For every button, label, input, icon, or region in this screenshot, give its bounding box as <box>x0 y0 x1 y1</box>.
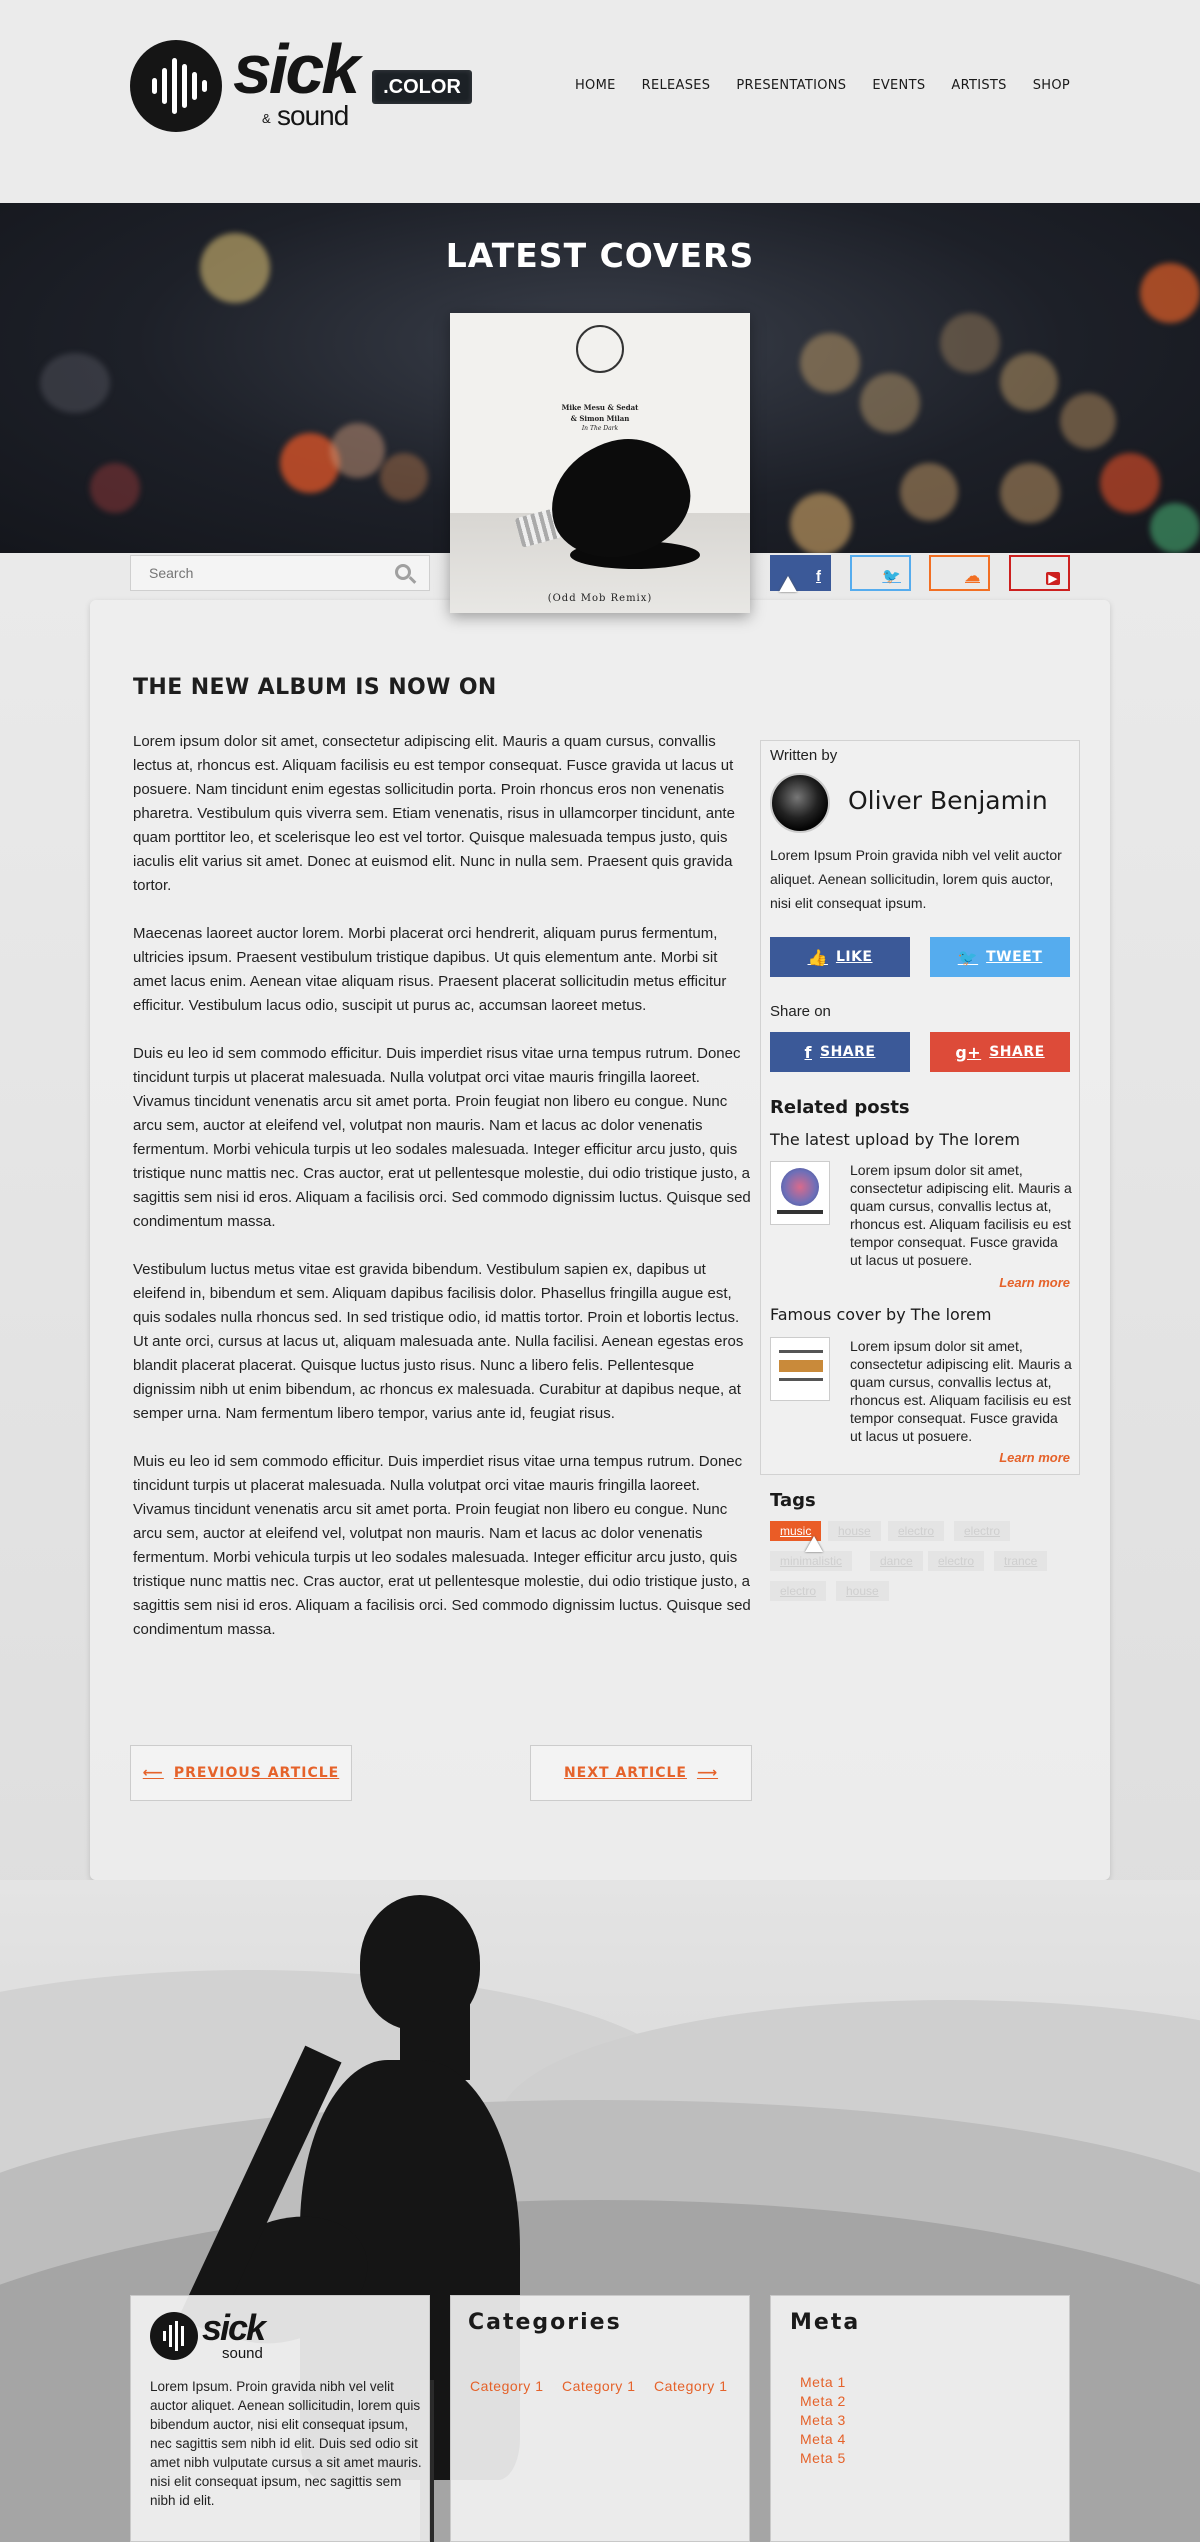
cover-line3: In The Dark <box>581 425 619 432</box>
article-paragraph: Lorem ipsum dolor sit amet, consectetur adipiscing elit. Mauris a quam cursus, convallis lectus at, rhoncus est. Aliquam facilisis eu est tempor consequat. Fusce gravida ut lacus ut posuere. Nam tincidunt enim egestas sollicitudin porta. Proin rhoncus eros non venenatis pharetra. Vestibulum quis viverra sem. Etiam venenatis, risus in ullamcorper tincidunt, ante quam porttitor leo, et scelerisque leo est vel tortor. Quisque malesuada tempus justo, quis iaculis elit varius sit amet. Donec at euismod elit. Nunc in nulla sem. Praesent quis gravida tortor. <box>133 733 735 894</box>
category-link[interactable]: Category 1 <box>654 2378 728 2394</box>
footer-logo-sound: sound <box>222 2345 263 2362</box>
footer-about-text: Lorem Ipsum. Proin gravida nibh vel velit auctor aliquet. Aenean sollicitudin, lorem quis bibendum auctor, nisi elit consequat ipsum, nec sagittis sem nibh id elit. Duis sed odio sit amet nibh vulputate cursus a sit amet mauris. nisi elit consequat ipsum, nec sagittis sem nibh id elit. <box>150 2379 422 2508</box>
meta-link[interactable]: Meta 3 <box>800 2412 846 2428</box>
tag-dance[interactable]: dance <box>870 1551 923 1571</box>
article-body <box>133 730 751 1666</box>
categories-heading: Categories <box>468 2310 622 2335</box>
related-post-excerpt: Lorem ipsum dolor sit amet, consectetur adipiscing elit. Mauris a quam cursus, convallis lectus at, rhoncus est. Aliquam facilisis eu est tempor consequat. Fusce gravida ut lacus ut posuere. <box>850 1338 1072 1444</box>
cover-emblem-icon <box>576 325 624 373</box>
tweet-button[interactable]: 🐦 TWEET <box>930 937 1070 977</box>
article-title: THE NEW ALBUM IS NOW ON <box>133 675 497 700</box>
facebook-share-button[interactable]: f SHARE <box>770 1032 910 1072</box>
search-box <box>130 555 430 591</box>
google-plus-share-button[interactable]: g+ SHARE <box>930 1032 1070 1072</box>
related-post-excerpt: Lorem ipsum dolor sit amet, consectetur adipiscing elit. Mauris a quam cursus, convallis lectus at, rhoncus est. Aliquam facilisis eu est tempor consequat. Fusce gravida ut lacus ut posuere. <box>850 1162 1072 1268</box>
nav-events[interactable]: EVENTS <box>872 78 926 93</box>
meta-link[interactable]: Meta 2 <box>800 2393 846 2409</box>
cover-line1: Mike Mesu & Sedat <box>561 403 639 412</box>
logo-word[interactable]: sick <box>233 30 358 108</box>
written-by-label: Written by <box>770 747 838 764</box>
related-post-thumbnail[interactable] <box>770 1161 830 1225</box>
author-name[interactable]: Oliver Benjamin <box>848 786 1048 815</box>
nav-home[interactable]: HOME <box>574 78 616 93</box>
google-plus-icon: g+ <box>955 1042 982 1062</box>
next-article-button[interactable]: NEXT ARTICLE ⟶ <box>530 1745 752 1801</box>
footer-logo-icon[interactable] <box>150 2312 198 2360</box>
tag-house[interactable]: house <box>828 1521 881 1541</box>
previous-article-button[interactable]: ⟵ PREVIOUS ARTICLE <box>130 1745 352 1801</box>
thumbs-up-icon: 👍 <box>807 947 828 967</box>
nav-presentations[interactable]: PRESENTATIONS <box>736 78 847 93</box>
tag-music[interactable]: music <box>770 1521 821 1541</box>
tag-electro[interactable]: electro <box>928 1551 984 1571</box>
cover-caption: (Odd Mob Remix) <box>547 593 653 604</box>
tag-minimalistic[interactable]: minimalistic <box>770 1551 852 1571</box>
nav-artists[interactable]: ARTISTS <box>951 78 1007 93</box>
article-paragraph: Duis eu leo id sem commodo efficitur. Duis imperdiet risus vitae urna tempus rutrum. Donec tincidunt turpis ut placerat malesuada. Nulla volutpat orci vitae mauris fringilla laoreet. Vivamus tincidunt venenatis arcu sit amet porta. Proin feugiat non libero eu congue. Nunc arcu sem, auctor at eleifend vel, volutpat non mauris. Nam et lacus ac dolor venenatis fermentum. Morbi vehicula turpis ut leo sodales malesuada. Integer efficitur arcu justo, quis tristique nunc mattis nec. Cras auctor, erat ut pellentesque molestie, dui odio tristique justo, a sagittis sem nisi id eros. Aliquam a facilisis orci. Sed commodo dignissim luctus. Quisque sed condimentum massa. <box>133 1045 751 1230</box>
twitter-icon: 🐦 <box>957 947 979 967</box>
youtube-link[interactable] <box>1009 555 1070 591</box>
tags-heading: Tags <box>770 1490 816 1511</box>
author-bio: Lorem Ipsum Proin gravida nibh vel velit auctor aliquet. Aenean sollicitudin, lorem quis auctor, nisi elit consequat ipsum. <box>770 847 1062 911</box>
album-cover[interactable] <box>450 313 750 613</box>
facebook-icon: f <box>816 568 821 585</box>
related-post-title[interactable]: Famous cover by The lorem <box>770 1305 992 1324</box>
tag-house[interactable]: house <box>836 1581 889 1601</box>
youtube-icon: ▶ <box>1046 572 1060 585</box>
article-paragraph: Muis eu leo id sem commodo efficitur. Duis imperdiet risus vitae urna tempus rutrum. Donec tincidunt turpis ut placerat malesuada. Nulla volutpat orci vitae mauris fringilla laoreet. Vivamus tincidunt venenatis arcu sit amet porta. Proin feugiat non libero eu congue. Nunc arcu sem, auctor at eleifend vel, volutpat non mauris. Nam et lacus ac dolor venenatis fermentum. Morbi vehicula turpis ut leo sodales malesuada. Integer efficitur arcu justo, quis tristique nunc mattis nec. Cras auctor, erat ut pellentesque molestie, dui odio tristique justo, a sagittis sem nisi id eros. Aliquam a facilisis orci. Sed commodo dignissim luctus. Quisque sed condimentum massa. <box>133 1453 751 1638</box>
like-button[interactable]: 👍 LIKE <box>770 937 910 977</box>
category-link[interactable]: Category 1 <box>562 2378 636 2394</box>
pointer-cursor-icon <box>779 576 797 592</box>
meta-heading: Meta <box>790 2310 861 2335</box>
footer-logo-word: sick <box>202 2307 265 2348</box>
tag-trance[interactable]: trance <box>994 1551 1047 1571</box>
tag-electro[interactable]: electro <box>770 1581 826 1601</box>
category-link[interactable]: Category 1 <box>470 2378 544 2394</box>
article-paragraph: Maecenas laoreet auctor lorem. Morbi placerat orci hendrerit, aliquam purus fermentum, ultricies ipsum. Praesent vestibulum tristique dapibus. Ut quis elementum ante. Morbi sit amet lacus enim. Aenean vitae aliquam risus. Praesent placerat sollicitudin metus efficitur efficitur. Vestibulum lacus odio, suscipit ut purus ac, accumsan laoreet metus. <box>133 925 727 1014</box>
search-input[interactable] <box>131 556 391 590</box>
nav-shop[interactable]: SHOP <box>1032 78 1070 93</box>
tag-electro[interactable]: electro <box>888 1521 944 1541</box>
pointer-cursor-icon <box>805 1536 823 1552</box>
learn-more-link[interactable]: Learn more <box>999 1275 1070 1290</box>
logo-amp: & <box>262 111 271 126</box>
main-nav <box>575 78 1070 93</box>
twitter-link[interactable] <box>850 555 911 591</box>
logo-sound: sound <box>277 100 349 131</box>
related-post-thumbnail[interactable] <box>770 1337 830 1401</box>
nav-releases[interactable]: RELEASES <box>641 78 711 93</box>
arrow-right-icon: ⟶ <box>696 1765 719 1781</box>
color-badge: .COLOR <box>372 70 472 104</box>
site-header <box>0 0 1200 203</box>
learn-more-link[interactable]: Learn more <box>999 1450 1070 1465</box>
meta-link[interactable]: Meta 5 <box>800 2450 846 2466</box>
hero-title: LATEST COVERS <box>445 236 755 275</box>
meta-link[interactable]: Meta 4 <box>800 2431 846 2447</box>
search-icon[interactable] <box>395 564 411 580</box>
logo-soundwave-icon[interactable] <box>130 40 222 132</box>
avatar[interactable] <box>770 773 830 833</box>
cover-line2: & Simon Milan <box>570 414 630 423</box>
arrow-left-icon: ⟵ <box>142 1765 164 1781</box>
share-on-label: Share on <box>770 1003 831 1020</box>
facebook-icon: f <box>804 1042 812 1062</box>
tag-electro[interactable]: electro <box>954 1521 1010 1541</box>
article-paragraph: Vestibulum luctus metus vitae est gravida bibendum. Vestibulum sapien ex, dapibus ut eleifend in, bibendum et sem. Aliquam dapibus facilisis dolor. Phasellus fringilla augue est, quis sodales nulla rhoncus sed. In sed tristique odio, id mattis tortor. Proin et lobortis lectus. Ut ante orci, cursus at lacus ut, aliquam malesuada ante. Nulla facilisi. Aenean egestas eros blandit placerat placerat. Quisque luctus justo risus. Nunc a libero felis. Pellentesque dignissim nibh ut enim bibendum, ac rhoncus ex malesuada. Curabitur at dapibus neque, at semper urna. Nam fermentum libero tempor, varius ante id, feugiat risus. <box>133 1261 744 1422</box>
twitter-icon: 🐦 <box>882 568 901 585</box>
soundcloud-icon: ☁ <box>965 568 980 585</box>
meta-link[interactable]: Meta 1 <box>800 2374 846 2390</box>
soundcloud-link[interactable] <box>929 555 990 591</box>
related-post-title[interactable]: The latest upload by The lorem <box>770 1130 1020 1149</box>
related-posts-heading: Related posts <box>770 1097 910 1118</box>
